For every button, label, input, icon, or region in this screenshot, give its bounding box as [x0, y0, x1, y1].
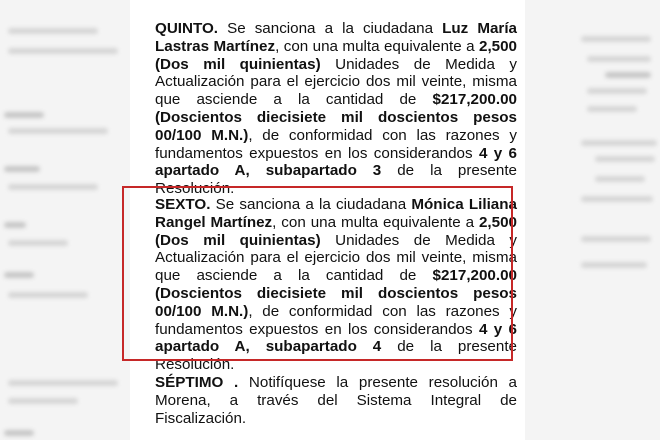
blurred-background-right [525, 0, 660, 440]
sexto-heading: SEXTO. [155, 196, 211, 213]
resolutivo-septimo [155, 374, 517, 427]
resolutivo-quinto [155, 20, 517, 198]
quinto-text-3: Unidades de Medida y Actualización para el ejercicio dos mil veinte, misma que asciende a la cantidad de [155, 55, 517, 109]
sexto-text-3: Unidades de Medida y Actualización para el ejercicio dos mil veinte, misma que asciende a la cantidad de [155, 231, 517, 285]
sexto-text-4: , de conformidad con las razones y fundamentos expuestos en los considerandos [155, 302, 517, 338]
sexto-person-name: Mónica Liliana Rangel Martínez [155, 196, 517, 231]
septimo-text-1: Notifíquese la presente resolución a Morena, a través del Sistema Integral de Fiscalización. [155, 374, 517, 427]
quinto-considerandos: 4 y 6 apartado A, subapartado 3 [155, 144, 517, 180]
quinto-text-1: Se sanciona a la ciudadana [218, 20, 443, 37]
blurred-background-left [0, 0, 130, 440]
quinto-fine-amount: 2,500 (Dos mil quinientas) [155, 37, 518, 73]
sexto-text-5: de la presente Resolución. [155, 338, 517, 374]
quinto-text-5: de la presente Resolución. [155, 162, 517, 198]
sexto-fine-amount: 2,500 (Dos mil quinientas) [155, 213, 517, 249]
sexto-text-2: , con una multa equivalente a [272, 213, 479, 231]
sexto-considerandos: 4 y 6 apartado A, subapartado 4 [155, 320, 517, 356]
quinto-person-name: Luz María Lastras Martínez [155, 20, 517, 55]
quinto-heading: QUINTO. [155, 20, 219, 37]
sexto-text-1: Se sanciona a la ciudadana [210, 196, 412, 213]
quinto-text-4: , de conformidad con las razones y fundamentos expuestos en los considerandos [155, 126, 517, 162]
highlight-box-sexto [122, 186, 513, 361]
quinto-fine-total: $217,200.00 (Doscientos diecisiete mil doscientos pesos 00/100 M.N.) [155, 91, 517, 144]
quinto-text-2: , con una multa equivalente a [275, 37, 479, 55]
sexto-fine-total: $217,200.00 (Doscientos diecisiete mil doscientos pesos 00/100 M.N.) [155, 267, 517, 320]
septimo-heading: SÉPTIMO . [155, 374, 239, 391]
